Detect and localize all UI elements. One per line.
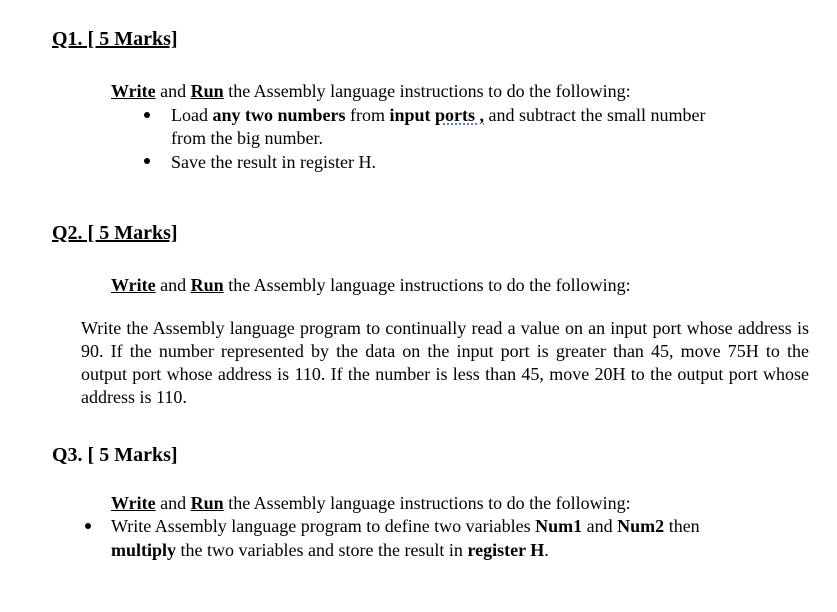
q3-part1: Write Assembly language program to define two variables xyxy=(111,516,536,536)
q1-bullet-2: Save the result in register H. xyxy=(171,152,376,172)
q2-paragraph: Write the Assembly language program to continually read a value on an input port whose address is 90. If the number represented by the data on the input port is greater than 45, move 75H to the output port whose address is 110. If the number is less than 45, move 20H to the output port whose address is 110. xyxy=(81,318,809,407)
q3-bullet-1-dot xyxy=(85,523,91,529)
q3-and-word: and xyxy=(582,516,618,536)
q3-then: then xyxy=(664,516,700,536)
q3-intro-rest: the Assembly language instructions to do the following: xyxy=(223,493,631,513)
q3-heading: Q3. [ 5 Marks] xyxy=(52,444,178,466)
q3-intro xyxy=(111,492,631,515)
q3-num2: Num2 xyxy=(617,516,665,536)
q1-bullet-1-line-2: from the big number. xyxy=(171,128,323,148)
q3-write-keyword: Write xyxy=(111,493,156,513)
q3-register-h: register H xyxy=(467,540,545,560)
q1-from: from xyxy=(345,105,390,125)
q1-intro-rest: the Assembly language instructions to do the following: xyxy=(223,81,631,101)
q2-heading: Q2. [ 5 Marks] xyxy=(52,222,178,244)
q3-num1: Num1 xyxy=(535,516,583,536)
q3-period: . xyxy=(544,540,549,560)
q3-run-keyword: Run xyxy=(190,493,224,513)
q1-bullet-1-dot xyxy=(144,112,150,118)
q1-run-keyword: Run xyxy=(190,81,224,101)
q2-intro-rest: the Assembly language instructions to do the following: xyxy=(223,275,631,295)
q1-bullet-2-dot xyxy=(144,158,150,164)
q2-run-keyword: Run xyxy=(190,275,224,295)
q1-bullet-1-rest: and subtract the small number xyxy=(484,105,706,125)
q2-and: and xyxy=(155,275,191,295)
q2-write-keyword: Write xyxy=(111,275,156,295)
q1-and: and xyxy=(155,81,191,101)
q2-intro xyxy=(111,274,631,297)
q1-intro xyxy=(111,80,631,103)
q1-any-two-numbers: any two numbers xyxy=(212,105,346,125)
q3-bullet-1-line-2 xyxy=(111,539,549,562)
q1-heading: Q1. [ 5 Marks] xyxy=(52,28,178,50)
q3-part2: the two variables and store the result in xyxy=(176,540,468,560)
q1-ports: ports , xyxy=(435,105,485,125)
q1-write-keyword: Write xyxy=(111,81,156,101)
q3-bullet-1-line-1 xyxy=(111,515,700,538)
q1-load: Load xyxy=(171,105,213,125)
q1-input: input xyxy=(389,105,431,125)
q1-bullet-1-line-1 xyxy=(171,104,705,127)
q3-multiply: multiply xyxy=(111,540,177,560)
q3-and: and xyxy=(155,493,191,513)
